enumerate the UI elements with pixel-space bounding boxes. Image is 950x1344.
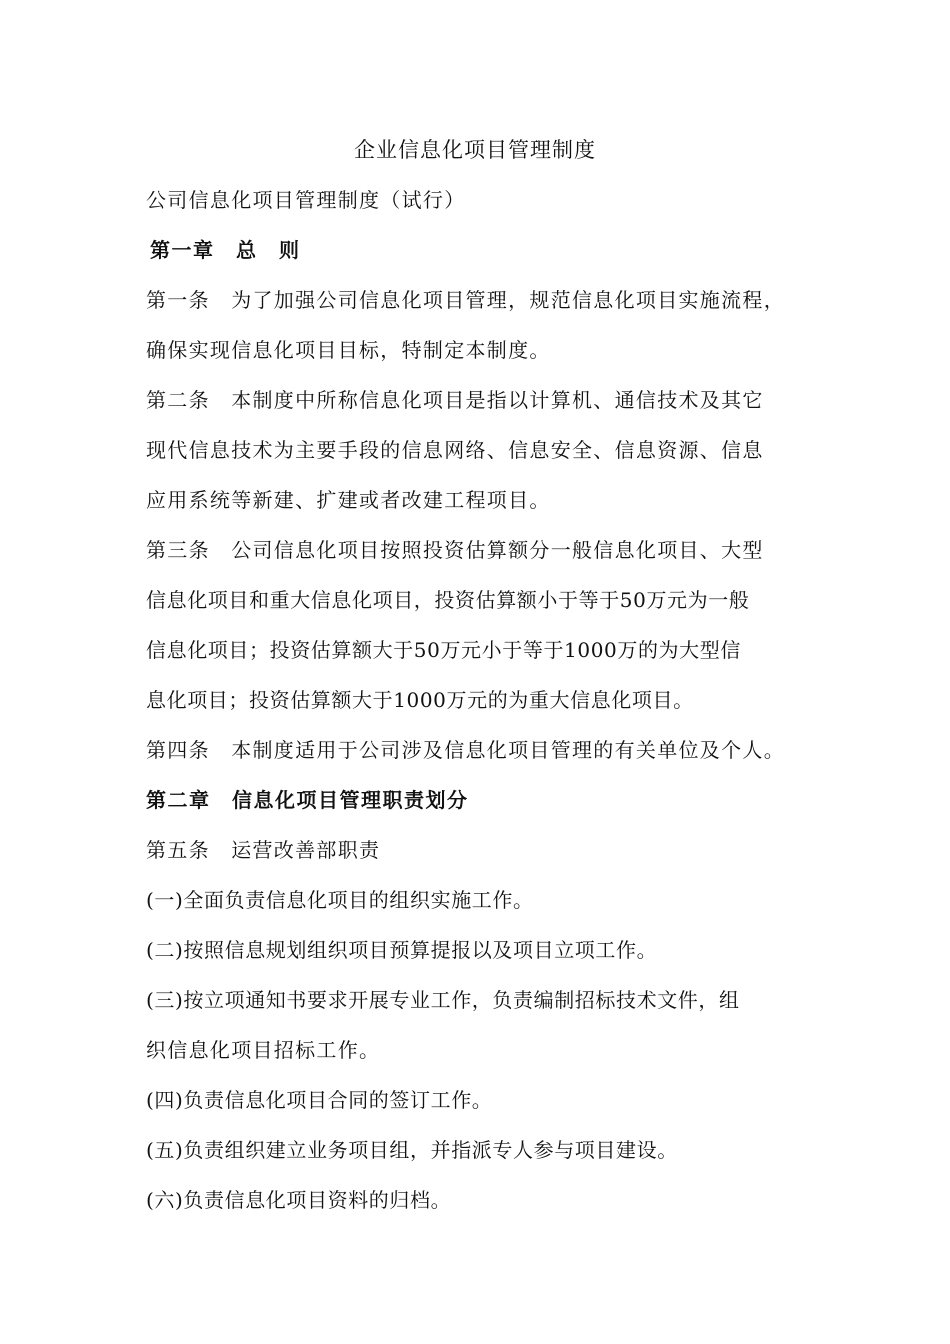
paragraph-line: 应用系统等新建、扩建或者改建工程项目。 xyxy=(146,488,551,512)
paragraph-line: 第一条 为了加强公司信息化项目管理，规范信息化项目实施流程， xyxy=(146,288,785,312)
chapter-heading-2: 第二章 信息化项目管理职责划分 xyxy=(146,788,469,812)
list-item: (六)负责信息化项目资料的归档。 xyxy=(146,1188,452,1212)
list-item: (三)按立项通知书要求开展专业工作，负责编制招标技术文件，组 xyxy=(146,988,740,1012)
list-item: (二)按照信息规划组织项目预算提报以及项目立项工作。 xyxy=(146,938,658,962)
paragraph-line: 第五条 运营改善部职责 xyxy=(146,838,381,862)
paragraph-line: 信息化项目；投资估算额大于50万元小于等于1000万的为大型信 xyxy=(146,638,741,662)
list-item: (一)全面负责信息化项目的组织实施工作。 xyxy=(146,888,534,912)
paragraph-line: 织信息化项目招标工作。 xyxy=(146,1038,381,1062)
document-title: 企业信息化项目管理制度 xyxy=(354,138,596,162)
document-subtitle: 公司信息化项目管理制度（试行） xyxy=(146,188,466,212)
paragraph-line: 息化项目；投资估算额大于1000万元的为重大信息化项目。 xyxy=(146,688,694,712)
paragraph-line: 第三条 公司信息化项目按照投资估算额分一般信息化项目、大型 xyxy=(146,538,764,562)
paragraph-line: 信息化项目和重大信息化项目，投资估算额小于等于50万元为一般 xyxy=(146,588,750,612)
paragraph-line: 第二条 本制度中所称信息化项目是指以计算机、通信技术及其它 xyxy=(146,388,764,412)
paragraph-line: 现代信息技术为主要手段的信息网络、信息安全、信息资源、信息 xyxy=(146,438,764,462)
paragraph-line: 确保实现信息化项目目标，特制定本制度。 xyxy=(146,338,551,362)
paragraph-line: 第四条 本制度适用于公司涉及信息化项目管理的有关单位及个人。 xyxy=(146,738,785,762)
chapter-heading-1: 第一章 总 则 xyxy=(150,238,301,262)
list-item: (四)负责信息化项目合同的签订工作。 xyxy=(146,1088,493,1112)
list-item: (五)负责组织建立业务项目组，并指派专人参与项目建设。 xyxy=(146,1138,678,1162)
